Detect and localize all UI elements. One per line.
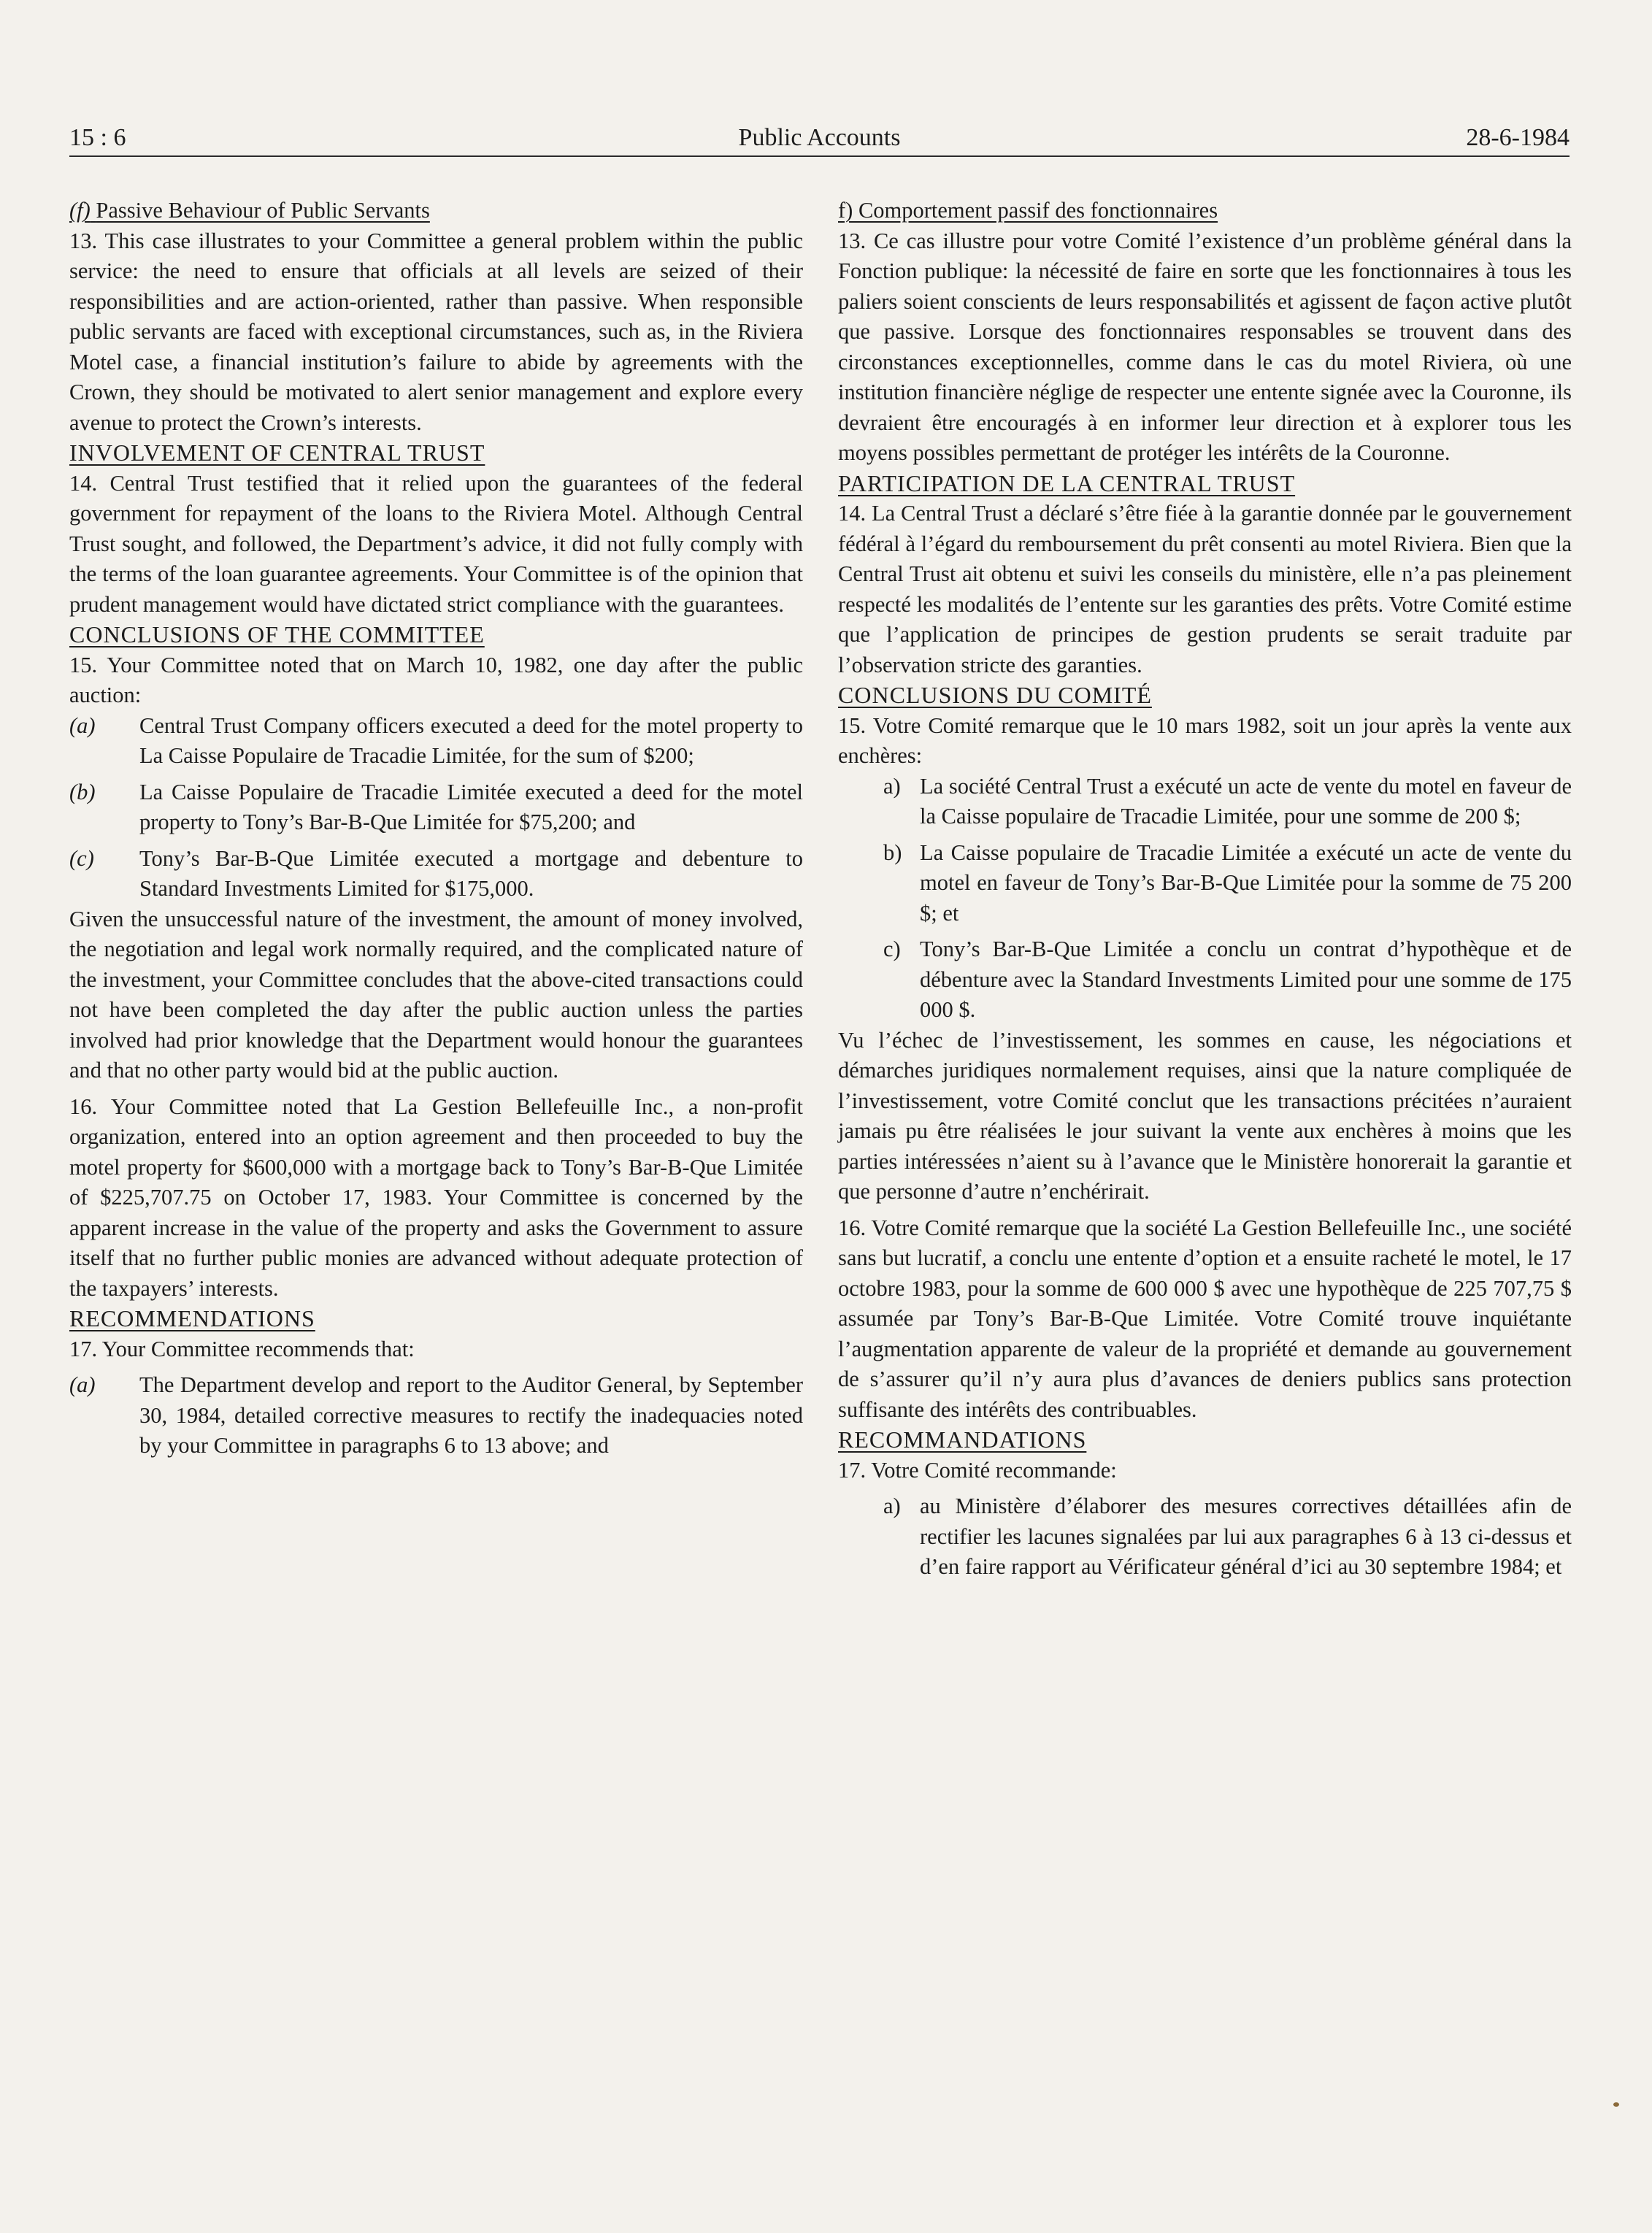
- list-label: a): [883, 1494, 901, 1518]
- list-text: La Caisse populaire de Tracadie Limitée a exécuté un acte de vente du motel en faveur de Tony’s Bar-B-Que Limitée pour la somme de 75 200 $; et: [920, 839, 1572, 926]
- page-header: [69, 120, 1570, 157]
- list-label: (c): [69, 845, 94, 871]
- list-text: Tony’s Bar-B-Que Limitée executed a mortgage and debenture to Standard Investments Limited for $175,000.: [139, 845, 803, 901]
- list-text: La Caisse Populaire de Tracadie Limitée executed a deed for the motel property to Tony’s Bar-B-Que Limitée for $75,200; and: [139, 779, 803, 834]
- list-item: [69, 777, 803, 838]
- subheading-comportement-passif: f) Comportement passif des fonctionnaires: [838, 198, 1218, 223]
- list-label: (a): [69, 712, 96, 738]
- list-item: [838, 838, 1572, 929]
- english-column: [69, 196, 803, 1461]
- header-date: 28-6-1984: [1466, 124, 1570, 151]
- paragraph-15-conclusion: Given the unsuccessful nature of the investment, the amount of money involved, the negotiation and legal work normally required, and the complicated nature of the investment, your Committee concludes that the above-cited transactions could not have been completed the day after the public auction unless the parties involved had prior knowledge that the Department would honour the guarantees and that no other party would bid at the public auction.: [69, 906, 803, 1083]
- list-item: [838, 1491, 1572, 1583]
- heading-conclusions: CONCLUSIONS OF THE COMMITTEE: [69, 621, 485, 647]
- heading-involvement: INVOLVEMENT OF CENTRAL TRUST: [69, 439, 485, 466]
- list-text: Tony’s Bar-B-Que Limitée a conclu un contrat d’hypothèque et de débenture avec la Standard Investments Limited pour une somme de 175 000 $.: [920, 937, 1572, 1022]
- list-text: au Ministère d’élaborer des mesures correctives détaillées afin de rectifier les lacunes signalées par lui aux paragraphes 6 à 13 ci-dessus et d’en faire rapport au Vérificateur général d’ici au 30 septembre 1984; et: [920, 1494, 1572, 1579]
- paragraph-16: 16. Your Committee noted that La Gestion Bellefeuille Inc., a non-profit organization, entered into an option agreement and then proceeded to buy the motel property for $600,000 with a mortgage back to Tony’s Bar-B-Que Limitée of $225,707.75 on October 17, 1983. Your Committee is concerned by the apparent increase in the value of the property and asks the Government to assure itself that no further public monies are advanced without adequate protection of the taxpayers’ interests.: [69, 1094, 803, 1301]
- list-item: [69, 1370, 803, 1461]
- subheading-text: Passive Behaviour of Public Servants: [96, 198, 430, 223]
- list-item: [838, 934, 1572, 1026]
- list-label: b): [883, 839, 902, 865]
- paragraph-14-fr: 14. La Central Trust a déclaré s’être fiée à la garantie donnée par le gouvernement fédéral à l’égard du remboursement du prêt consenti au motel Riviera. Bien que la Central Trust ait obtenu et suivi les conseils du ministère, elle n’a pas pleinement respecté les modalités de l’entente sur les garanties des prêts. Votre Comité estime que l’application de principes de gestion prudents se serait traduite par l’observation stricte des garanties.: [838, 501, 1572, 677]
- list-label: c): [883, 937, 901, 961]
- list-item: [838, 772, 1572, 832]
- paragraph-16-fr: 16. Votre Comité remarque que la société La Gestion Bellefeuille Inc., une société sans but lucratif, a conclu une entente d’option et a ensuite racheté le motel, le 17 octobre 1983, pour la somme de 600 000 $ avec une hypothèque de 225 707,75 $ assumée par Tony’s Bar-B-Que Limitée. Votre Comité trouve inquiétante l’augmentation apparente de valeur de la propriété et demande au gouvernement de s’assurer qu’il n’y aura plus d’avances de deniers publics sans protection suffisante des intérêts des contribuables.: [838, 1215, 1572, 1422]
- paragraph-17: 17. Your Committee recommends that:: [69, 1336, 415, 1361]
- heading-participation: PARTICIPATION DE LA CENTRAL TRUST: [838, 469, 1296, 496]
- subheading-label: (f): [69, 198, 91, 223]
- subheading-passive-behaviour: [69, 196, 803, 226]
- paragraph-14: 14. Central Trust testified that it relied upon the guarantees of the federal government for repayment of the loans to the Riviera Motel. Although Central Trust sought, and followed, the Department’s advice, it did not fully comply with the terms of the loan guarantee agreements. Your Committee is of the opinion that prudent management would have dictated strict compliance with the guarantees.: [69, 470, 803, 617]
- list-text: Central Trust Company officers executed a deed for the motel property to La Caisse Populaire de Tracadie Limitée, for the sum of $200;: [139, 712, 803, 768]
- paragraph-15: 15. Your Committee noted that on March 10, 1982, one day after the public auction:: [69, 652, 803, 707]
- paragraph-17-fr: 17. Votre Comité recommande:: [838, 1457, 1117, 1483]
- list-item: [69, 844, 803, 904]
- french-column: [838, 196, 1572, 1583]
- list-label: (a): [69, 1372, 96, 1397]
- running-title: Public Accounts: [738, 124, 901, 151]
- heading-recommandations: RECOMMANDATIONS: [838, 1426, 1087, 1453]
- list-text: La société Central Trust a exécuté un acte de vente du motel en faveur de la Caisse populaire de Tracadie Limitée, pour une somme de 200 $;: [920, 773, 1572, 829]
- paragraph-13-fr: 13. Ce cas illustre pour votre Comité l’existence d’un problème général dans la Fonction publique: la nécessité de faire en sorte que les fonctionnaires à tous les paliers soient conscients de leurs responsabilités et agissent de façon active plutôt que passive. Lorsque des fonctionnaires responsables se trouvent dans des circonstances exceptionnelles, comme dans le cas du motel Riviera, où une institution financière néglige de respecter une entente signée avec la Couronne, ils devraient être encouragés à en informer leur direction et à explorer tous les moyens possibles permettant de protéger les intérêts de la Couronne.: [838, 228, 1572, 465]
- heading-recommendations: RECOMMENDATIONS: [69, 1305, 315, 1331]
- paragraph-13: 13. This case illustrates to your Committee a general problem within the public service: the need to ensure that officials at all levels are seized of their responsibilities and are action-oriented, rather than passive. When responsible public servants are faced with exceptional circumstances, such as, in the Riviera Motel case, a financial institution’s failure to abide by agreements with the Crown, they should be motivated to alert senior management and explore every avenue to protect the Crown’s interests.: [69, 228, 803, 435]
- ink-mark: [1613, 2102, 1619, 2107]
- list-item: [69, 711, 803, 772]
- list-text: The Department develop and report to the Auditor General, by September 30, 1984, detailed corrective measures to rectify the inadequacies noted by your Committee in paragraphs 6 to 13 above; and: [139, 1372, 803, 1458]
- paragraph-15-fr: 15. Votre Comité remarque que le 10 mars 1982, soit un jour après la vente aux enchères:: [838, 712, 1572, 768]
- heading-conclusions-fr: CONCLUSIONS DU COMITÉ: [838, 682, 1152, 708]
- list-label: a): [883, 773, 901, 799]
- header-rule: [69, 155, 1570, 157]
- paragraph-15-conclusion-fr: Vu l’échec de l’investissement, les sommes en cause, les négociations et démarches juridiques normalement requises, ainsi que la nature compliquée de l’investissement, votre Comité conclut que les transactions précitées n’auraient jamais pu être réalisées le jour suivant la vente aux enchères à moins que les parties intéressées n’aient su à l’avance que le Ministère honorerait la garantie et que personne d’autre n’enchérirait.: [838, 1027, 1572, 1204]
- page-number: 15 : 6: [69, 124, 126, 151]
- list-label: (b): [69, 779, 96, 804]
